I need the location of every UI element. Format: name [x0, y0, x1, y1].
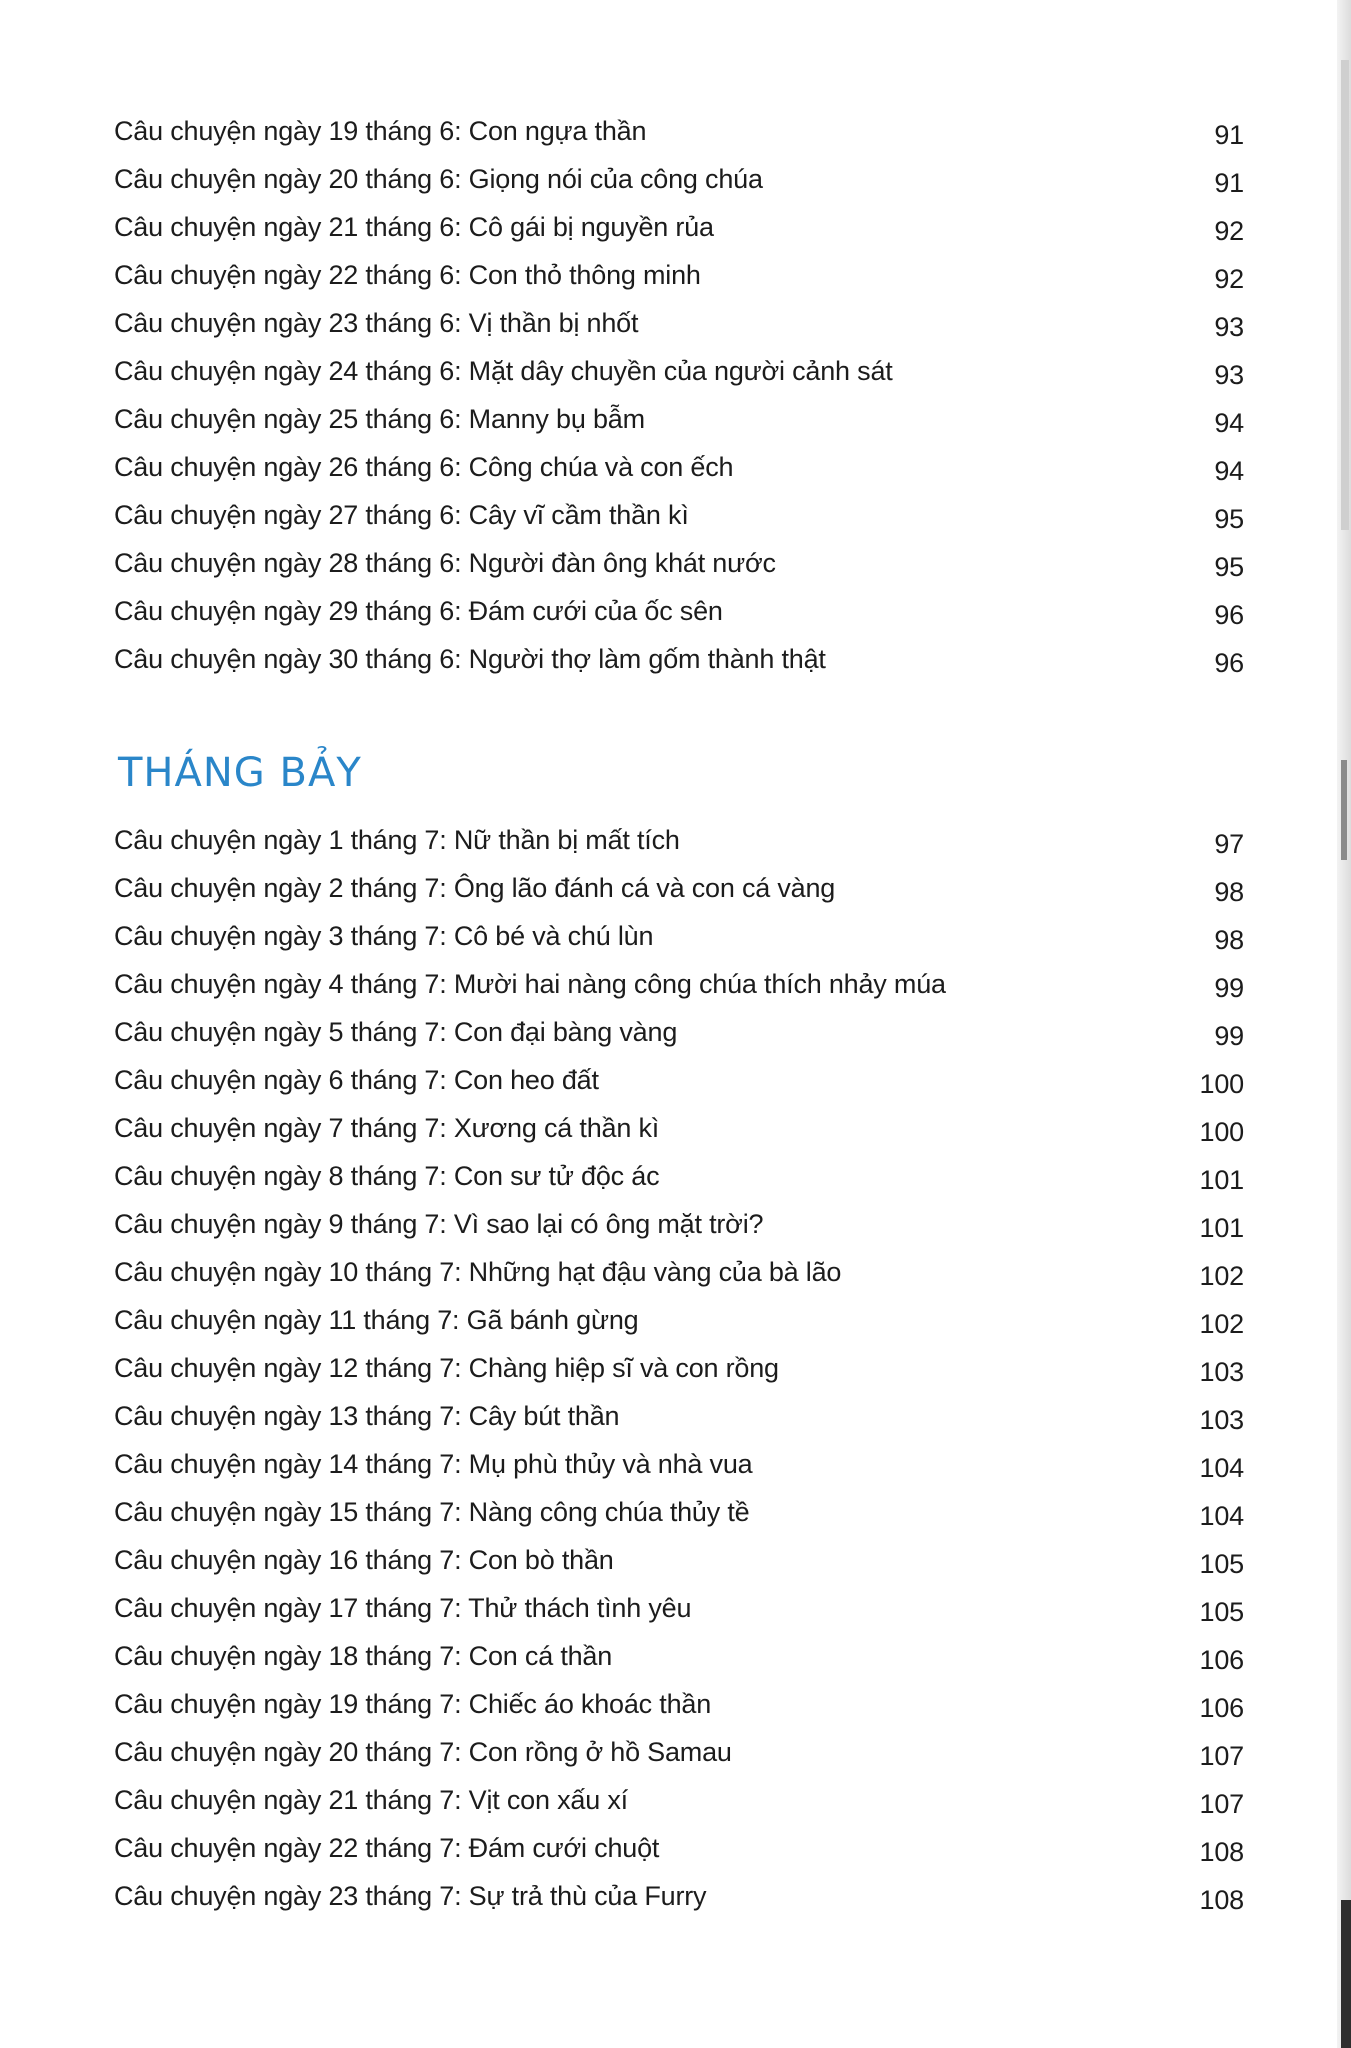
toc-entry-title: Câu chuyện ngày 5 tháng 7: Con đại bàng vàng — [114, 1017, 678, 1047]
toc-entry — [114, 1353, 1244, 1393]
toc-entry-title: Câu chuyện ngày 26 tháng 6: Công chúa và con ếch — [114, 452, 734, 482]
toc-entry-page: 105 — [1199, 1597, 1244, 1627]
toc-entry-page: 95 — [1214, 552, 1244, 582]
toc-entry-title: Câu chuyện ngày 18 tháng 7: Con cá thần — [114, 1641, 613, 1671]
toc-entry-page: 108 — [1199, 1837, 1244, 1867]
toc-entry — [114, 1017, 1244, 1057]
toc-entry-title: Câu chuyện ngày 14 tháng 7: Mụ phù thủy và nhà vua — [114, 1449, 753, 1479]
toc-entry-page: 107 — [1199, 1741, 1244, 1771]
toc-entry-title: Câu chuyện ngày 24 tháng 6: Mặt dây chuyền của người cảnh sát — [114, 356, 893, 386]
toc-entry-title: Câu chuyện ngày 22 tháng 6: Con thỏ thông minh — [114, 260, 701, 290]
toc-entry — [114, 404, 1244, 444]
toc-entry — [114, 873, 1244, 913]
toc-entry — [114, 1785, 1244, 1825]
toc-entry-title: Câu chuyện ngày 7 tháng 7: Xương cá thần kì — [114, 1113, 660, 1143]
toc-entry-title: Câu chuyện ngày 8 tháng 7: Con sư tử độc ác — [114, 1161, 660, 1191]
toc-entry-page: 100 — [1199, 1117, 1244, 1147]
toc-entry — [114, 212, 1244, 252]
toc-entry-page: 100 — [1199, 1069, 1244, 1099]
toc-entry-title: Câu chuyện ngày 2 tháng 7: Ông lão đánh cá và con cá vàng — [114, 873, 836, 903]
toc-entry-title: Câu chuyện ngày 30 tháng 6: Người thợ làm gốm thành thật — [114, 644, 826, 674]
toc-entry-title: Câu chuyện ngày 25 tháng 6: Manny bụ bẫm — [114, 404, 645, 434]
toc-entry-page: 106 — [1199, 1693, 1244, 1723]
toc-entry — [114, 644, 1244, 684]
toc-entry-title: Câu chuyện ngày 20 tháng 6: Giọng nói của công chúa — [114, 164, 763, 194]
toc-entry-page: 103 — [1199, 1405, 1244, 1435]
toc-entry-title: Câu chuyện ngày 27 tháng 6: Cây vĩ cầm thần kì — [114, 500, 689, 530]
toc-entry-title: Câu chuyện ngày 13 tháng 7: Cây bút thần — [114, 1401, 620, 1431]
toc-entry — [114, 1209, 1244, 1249]
page-edge-shade — [1341, 760, 1347, 860]
toc-entry-title: Câu chuyện ngày 29 tháng 6: Đám cưới của ốc sên — [114, 596, 723, 626]
toc-entry-page: 94 — [1214, 408, 1244, 438]
toc-entry-title: Câu chuyện ngày 12 tháng 7: Chàng hiệp sĩ và con rồng — [114, 1353, 779, 1383]
toc-entry — [114, 1449, 1244, 1489]
toc-entry-page: 105 — [1199, 1549, 1244, 1579]
toc-entry-page: 97 — [1214, 829, 1244, 859]
toc-entry-title: Câu chuyện ngày 21 tháng 6: Cô gái bị nguyền rủa — [114, 212, 714, 242]
toc-entry-page: 92 — [1214, 264, 1244, 294]
toc-entry — [114, 596, 1244, 636]
toc-entry-page: 99 — [1214, 973, 1244, 1003]
toc-entry-page: 98 — [1214, 925, 1244, 955]
toc-entry — [114, 1497, 1244, 1537]
toc-entry-title: Câu chuyện ngày 19 tháng 6: Con ngựa thần — [114, 116, 647, 146]
toc-entry-page: 98 — [1214, 877, 1244, 907]
toc-entry-page: 108 — [1199, 1885, 1244, 1915]
toc-entry-page: 103 — [1199, 1357, 1244, 1387]
toc-entry-title: Câu chuyện ngày 15 tháng 7: Nàng công chúa thủy tề — [114, 1497, 750, 1527]
toc-entry-page: 101 — [1199, 1165, 1244, 1195]
toc-entry — [114, 500, 1244, 540]
toc-entry-title: Câu chuyện ngày 23 tháng 6: Vị thần bị nhốt — [114, 308, 639, 338]
toc-entry — [114, 260, 1244, 300]
toc-entry-page: 101 — [1199, 1213, 1244, 1243]
toc-entry-page: 93 — [1214, 360, 1244, 390]
toc-entry — [114, 1737, 1244, 1777]
toc-entry-page: 95 — [1214, 504, 1244, 534]
toc-entry-page: 102 — [1199, 1261, 1244, 1291]
toc-entry-page: 96 — [1214, 600, 1244, 630]
toc-entry-title: Câu chuyện ngày 10 tháng 7: Những hạt đậu vàng của bà lão — [114, 1257, 842, 1287]
toc-entry — [114, 1161, 1244, 1201]
toc-entry — [114, 921, 1244, 961]
toc-entry-page: 104 — [1199, 1453, 1244, 1483]
toc-entry — [114, 1545, 1244, 1585]
toc-entry-page: 99 — [1214, 1021, 1244, 1051]
toc-entry-page: 96 — [1214, 648, 1244, 678]
toc-entry — [114, 1257, 1244, 1297]
toc-entry — [114, 825, 1244, 865]
toc-entry — [114, 1881, 1244, 1921]
toc-entry-title: Câu chuyện ngày 23 tháng 7: Sự trả thù của Furry — [114, 1881, 707, 1911]
toc-entry — [114, 1833, 1244, 1873]
toc-entry-page: 107 — [1199, 1789, 1244, 1819]
toc-entry — [114, 1593, 1244, 1633]
page-edge-shade — [1341, 1900, 1351, 2048]
toc-entry — [114, 356, 1244, 396]
toc-entry-page: 92 — [1214, 216, 1244, 246]
toc-entry-title: Câu chuyện ngày 1 tháng 7: Nữ thần bị mất tích — [114, 825, 680, 855]
toc-entry-page: 106 — [1199, 1645, 1244, 1675]
toc-entry-title: Câu chuyện ngày 4 tháng 7: Mười hai nàng công chúa thích nhảy múa — [114, 969, 946, 999]
page-edge-shade — [1341, 60, 1349, 530]
toc-entry-page: 93 — [1214, 312, 1244, 342]
toc-entry-title: Câu chuyện ngày 20 tháng 7: Con rồng ở hồ Samau — [114, 1737, 732, 1767]
toc-entry — [114, 1113, 1244, 1153]
toc-entry-title: Câu chuyện ngày 3 tháng 7: Cô bé và chú lùn — [114, 921, 654, 951]
toc-entry-page: 102 — [1199, 1309, 1244, 1339]
toc-entry — [114, 452, 1244, 492]
toc-entry-title: Câu chuyện ngày 11 tháng 7: Gã bánh gừng — [114, 1305, 639, 1335]
toc-entry — [114, 116, 1244, 156]
toc-entry — [114, 1065, 1244, 1105]
toc-entry — [114, 164, 1244, 204]
toc-entry-page: 91 — [1214, 168, 1244, 198]
toc-entry — [114, 1401, 1244, 1441]
toc-entry — [114, 548, 1244, 588]
toc-entry-title: Câu chuyện ngày 28 tháng 6: Người đàn ông khát nước — [114, 548, 776, 578]
toc-entry-title: Câu chuyện ngày 17 tháng 7: Thử thách tình yêu — [114, 1593, 692, 1623]
toc-entry-title: Câu chuyện ngày 16 tháng 7: Con bò thần — [114, 1545, 614, 1575]
toc-entry-page: 91 — [1214, 120, 1244, 150]
toc-entry-title: Câu chuyện ngày 22 tháng 7: Đám cưới chuột — [114, 1833, 660, 1863]
toc-entry-title: Câu chuyện ngày 21 tháng 7: Vịt con xấu xí — [114, 1785, 628, 1815]
toc-entry — [114, 1689, 1244, 1729]
toc-entry — [114, 969, 1244, 1009]
toc-entry-page: 94 — [1214, 456, 1244, 486]
toc-entry-title: Câu chuyện ngày 9 tháng 7: Vì sao lại có ông mặt trời? — [114, 1209, 764, 1239]
toc-entry — [114, 308, 1244, 348]
toc-entry-title: Câu chuyện ngày 6 tháng 7: Con heo đất — [114, 1065, 599, 1095]
section-heading: THÁNG BẢY — [118, 750, 362, 796]
toc-entry-page: 104 — [1199, 1501, 1244, 1531]
toc-entry — [114, 1641, 1244, 1681]
toc-entry-title: Câu chuyện ngày 19 tháng 7: Chiếc áo khoác thần — [114, 1689, 712, 1719]
toc-entry — [114, 1305, 1244, 1345]
